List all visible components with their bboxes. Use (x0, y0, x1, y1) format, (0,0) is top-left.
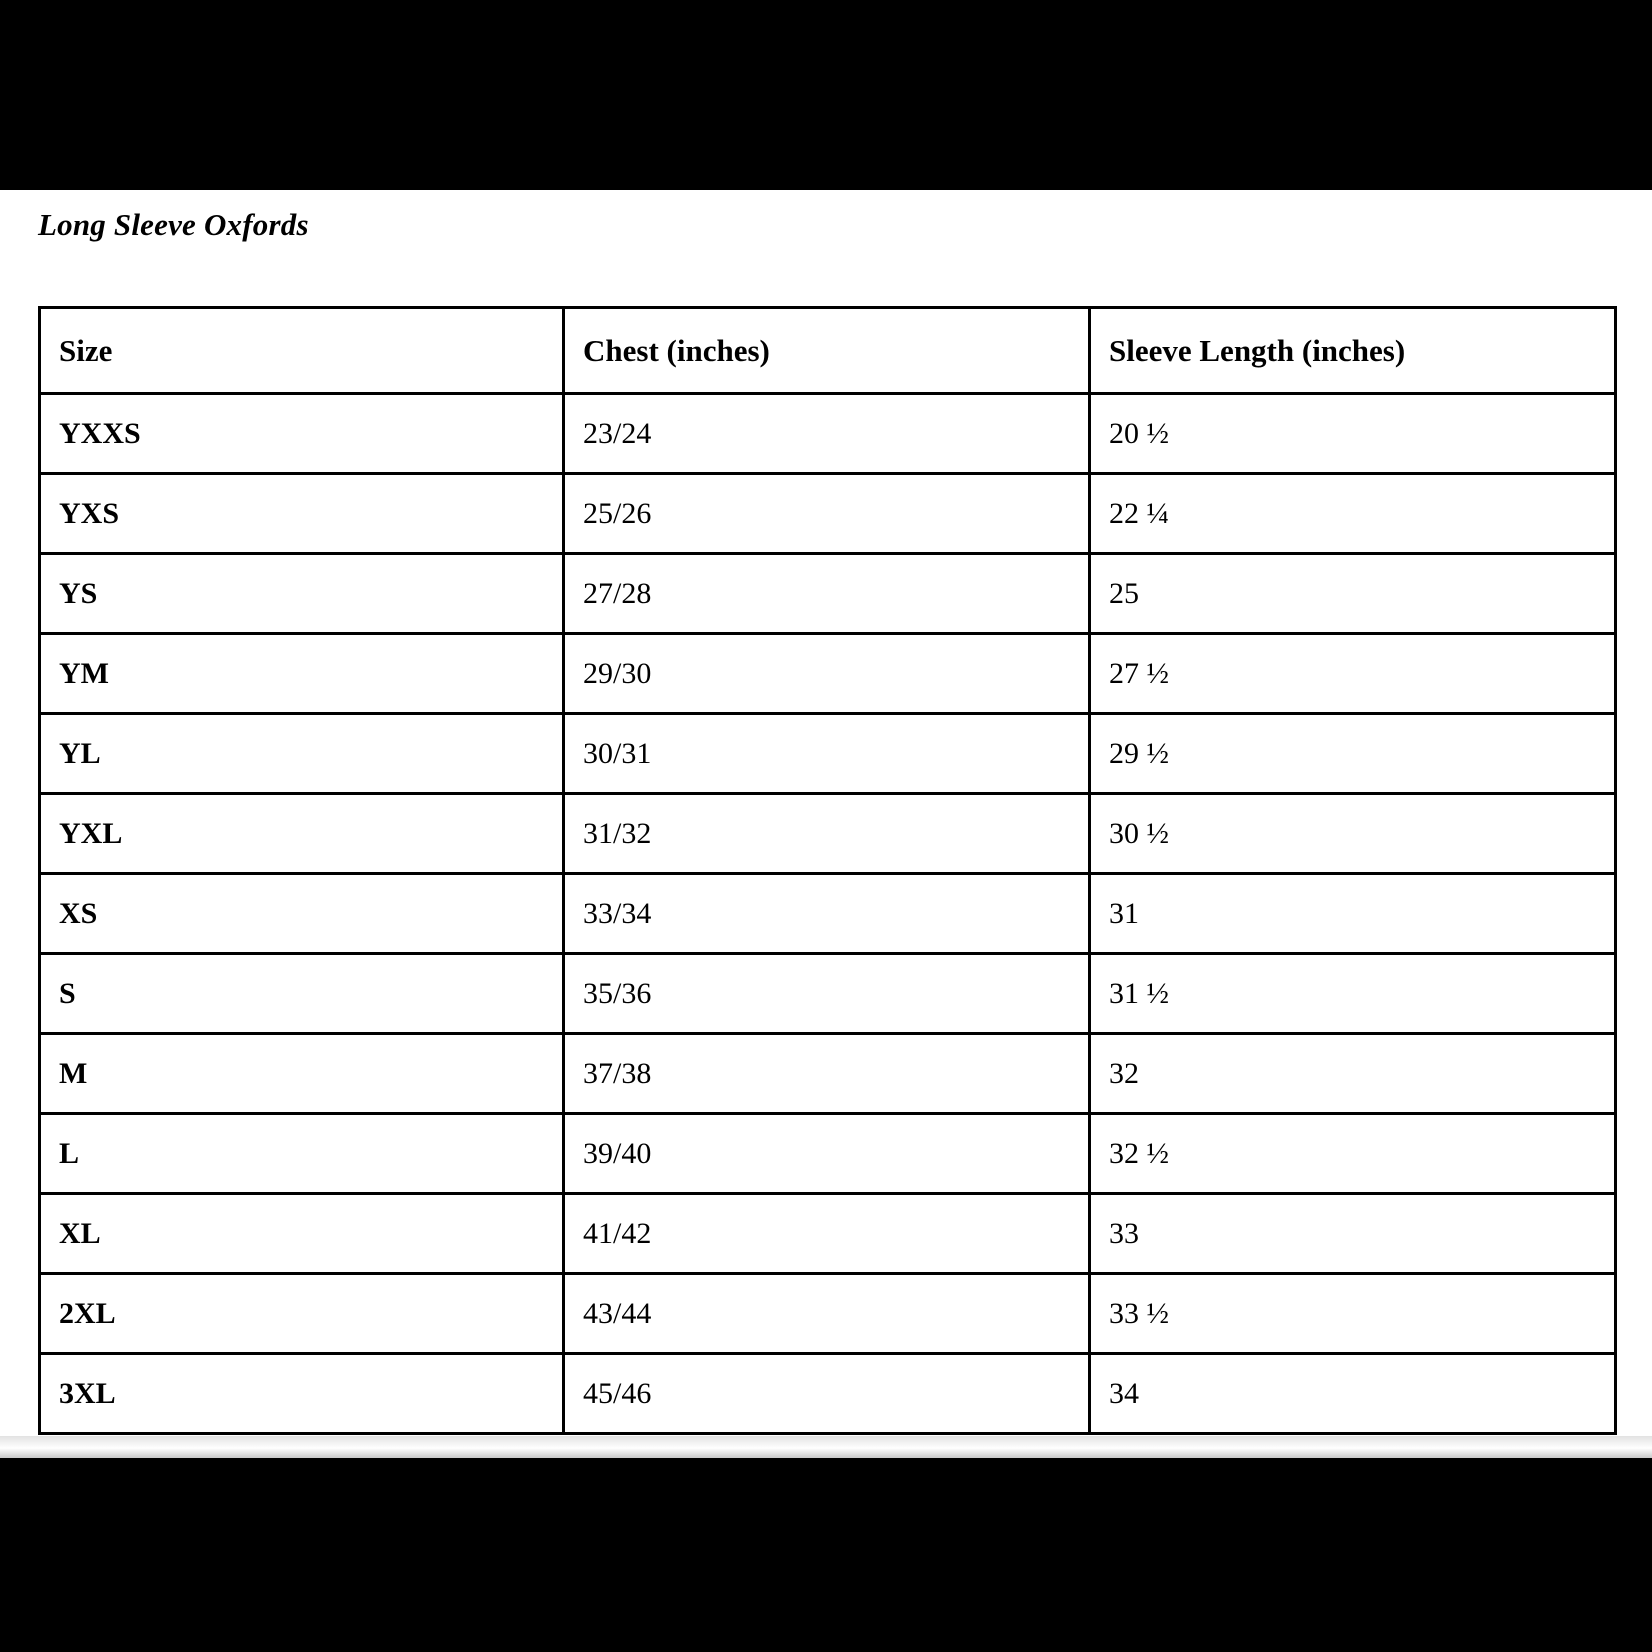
cell-chest: 41/42 (564, 1194, 1090, 1274)
cell-chest: 30/31 (564, 714, 1090, 794)
cell-chest: 29/30 (564, 634, 1090, 714)
cell-chest: 45/46 (564, 1354, 1090, 1434)
cell-size: M (40, 1034, 564, 1114)
cell-sleeve: 33 ½ (1090, 1274, 1616, 1354)
cell-chest: 33/34 (564, 874, 1090, 954)
cell-chest: 27/28 (564, 554, 1090, 634)
cell-chest: 23/24 (564, 394, 1090, 474)
cell-size: YM (40, 634, 564, 714)
table-row (40, 474, 1616, 554)
table-row (40, 1034, 1616, 1114)
cell-sleeve: 33 (1090, 1194, 1616, 1274)
table-row (40, 1114, 1616, 1194)
table-row (40, 1194, 1616, 1274)
table-row (40, 1274, 1616, 1354)
cell-sleeve: 32 (1090, 1034, 1616, 1114)
table-row (40, 714, 1616, 794)
cell-chest: 35/36 (564, 954, 1090, 1034)
column-header-sleeve-length: Sleeve Length (inches) (1090, 308, 1616, 394)
table-row (40, 554, 1616, 634)
cell-size: YXXS (40, 394, 564, 474)
cell-size: 3XL (40, 1354, 564, 1434)
cell-sleeve: 31 ½ (1090, 954, 1616, 1034)
cell-chest: 39/40 (564, 1114, 1090, 1194)
cell-size: XS (40, 874, 564, 954)
cell-chest: 37/38 (564, 1034, 1090, 1114)
cell-sleeve: 22 ¼ (1090, 474, 1616, 554)
column-header-chest: Chest (inches) (564, 308, 1090, 394)
cell-sleeve: 20 ½ (1090, 394, 1616, 474)
table-row (40, 954, 1616, 1034)
table-row (40, 794, 1616, 874)
document-page (0, 190, 1652, 1458)
cell-size: YS (40, 554, 564, 634)
cell-sleeve: 30 ½ (1090, 794, 1616, 874)
cell-chest: 43/44 (564, 1274, 1090, 1354)
cell-sleeve: 29 ½ (1090, 714, 1616, 794)
cell-size: YXL (40, 794, 564, 874)
cell-sleeve: 25 (1090, 554, 1616, 634)
size-chart-table (38, 306, 1617, 1435)
page-bottom-shadow (0, 1436, 1652, 1458)
cell-sleeve: 31 (1090, 874, 1616, 954)
cell-chest: 25/26 (564, 474, 1090, 554)
cell-size: YXS (40, 474, 564, 554)
table-row (40, 1354, 1616, 1434)
cell-sleeve: 32 ½ (1090, 1114, 1616, 1194)
table-row (40, 874, 1616, 954)
cell-chest: 31/32 (564, 794, 1090, 874)
column-header-size: Size (40, 308, 564, 394)
table-row (40, 634, 1616, 714)
table-header-row (40, 308, 1616, 394)
cell-sleeve: 27 ½ (1090, 634, 1616, 714)
cell-size: XL (40, 1194, 564, 1274)
cell-sleeve: 34 (1090, 1354, 1616, 1434)
page-title: Long Sleeve Oxfords (38, 207, 309, 242)
cell-size: S (40, 954, 564, 1034)
cell-size: 2XL (40, 1274, 564, 1354)
table-row (40, 394, 1616, 474)
cell-size: YL (40, 714, 564, 794)
cell-size: L (40, 1114, 564, 1194)
